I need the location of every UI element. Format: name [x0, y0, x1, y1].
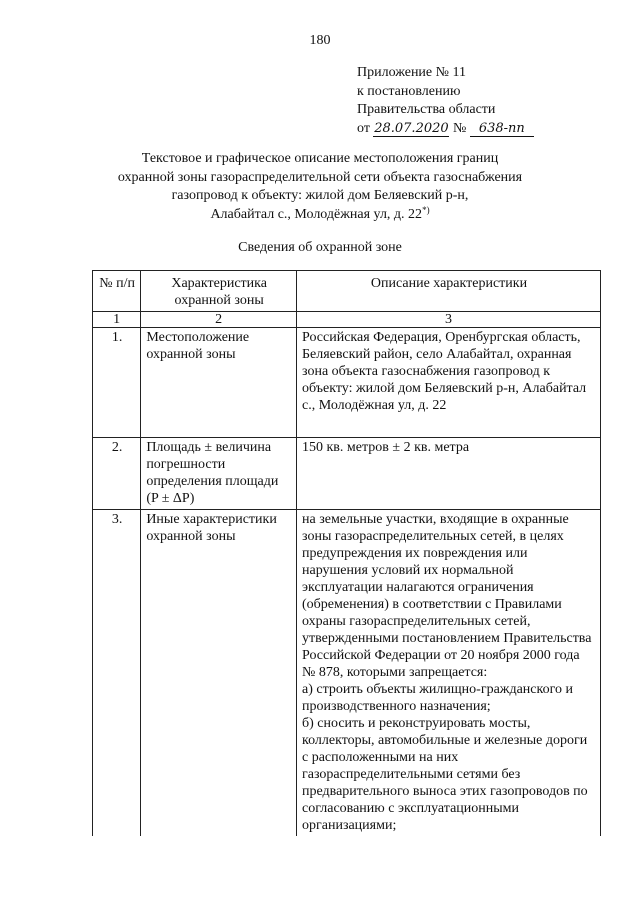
column-number-3: 3	[297, 312, 601, 328]
header-description: Описание характеристики	[297, 271, 601, 312]
row-number: 1.	[93, 328, 141, 438]
restriction-item: а) строить объекты жилищно-гражданского и производственного назначения;	[302, 682, 573, 714]
from-label: от	[357, 120, 370, 136]
table-row	[93, 438, 601, 510]
header-characteristic: Характеристика охранной зоны	[141, 271, 297, 312]
column-number-1: 1	[93, 312, 141, 328]
title-line-2: охранной зоны газораспределительной сети объекта газоснабжения	[117, 169, 523, 185]
row-description: 150 кв. метров ± 2 кв. метра	[297, 438, 601, 510]
row-description: Российская Федерация, Оренбургская область, Беляевский район, село Алабайтал, охранная зона объекта газоснабжения газопровод к объекту: жилой дом Беляевский р-н, Алабайтал с., Молодёжная ул, д. 22	[297, 328, 601, 438]
title-line-1: Текстовое и графическое описание местоположения границ	[141, 151, 499, 166]
handwritten-date: 28.07.2020	[374, 120, 449, 136]
table-row	[93, 328, 601, 438]
row-characteristic: Площадь ± величина погрешности определения площади (P ± ΔP)	[141, 438, 297, 510]
row-characteristic: Местоположение охранной зоны	[141, 328, 297, 438]
title-address: Алабайтал с., Молодёжная ул, д. 22	[210, 206, 423, 222]
column-number-2: 2	[141, 312, 297, 328]
row-number: 2.	[93, 438, 141, 510]
appendix-block	[357, 64, 534, 138]
document-title	[90, 150, 550, 224]
row-description	[297, 510, 601, 837]
page-number: 180	[309, 33, 331, 48]
row-number: 3.	[93, 510, 141, 837]
footnote-mark: *)	[422, 204, 430, 215]
row-characteristic: Иные характеристики охранной зоны	[141, 510, 297, 837]
header-number: № п/п	[93, 271, 141, 312]
column-number-row	[93, 312, 601, 328]
table-row	[93, 510, 601, 837]
handwritten-number: 638-пп	[470, 122, 534, 137]
table-header-row	[93, 271, 601, 312]
appendix-line-4	[357, 120, 534, 139]
appendix-line-3: Правительства области	[357, 102, 496, 117]
restriction-item: б) сносить и реконструировать мосты, коллекторы, автомобильные и железные дороги с расположенными на них газораспределительными сетями без предварительного выноса этих газопроводов по согласованию с эксплуатационными организациями;	[302, 716, 588, 833]
appendix-line-2: к постановлению	[357, 83, 461, 99]
section-title: Сведения об охранной зоне	[238, 240, 402, 255]
title-line-3: газопровод к объекту: жилой дом Беляевский р-н,	[171, 188, 469, 203]
restrictions-intro: на земельные участки, входящие в охранные зоны газораспределительных сетей, в целях предупреждения их повреждения или нарушения условий их нормальной эксплуатации налагаются ограничения (обременения) в соответствии с Правилами охраны газораспределительных сетей, утвержденными постановлением Правительства Российской Федерации от 20 ноября 2000 года № 878, которыми запрещается:	[302, 512, 592, 680]
title-line-4	[90, 206, 550, 225]
number-label: №	[452, 120, 467, 136]
appendix-line-1: Приложение № 11	[357, 65, 466, 80]
protection-zone-table	[92, 270, 601, 836]
